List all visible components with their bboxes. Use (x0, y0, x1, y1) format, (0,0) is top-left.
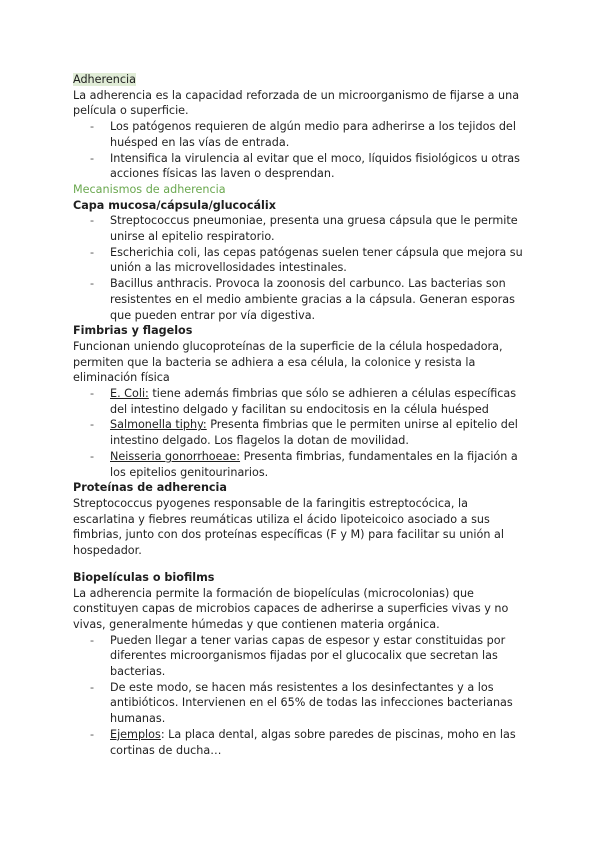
list-item: - Pueden llegar a tener varias capas de espesor y estar constituidas por diferentes microorganismos fijadas por el glucocalix que secretan las bacterias. (110, 633, 533, 680)
organism-name: Salmonella tiphy: (110, 418, 207, 432)
list-item (110, 386, 533, 417)
example-text: : La placa dental, algas sobre paredes de piscinas, moho en las cortinas de ducha… (110, 727, 516, 757)
organism-description: Presenta fimbrias, fundamentales en la fijación a los epitelios genitourinarios. (110, 449, 518, 479)
organism-description: Presenta fimbrias que le permiten unirse al epitelio del intestino delgado. Los flagelos la dotan de movilidad. (110, 418, 518, 448)
highlighted-title: Adherencia (73, 73, 136, 86)
proteinas-text: Streptococcus pyogenes responsable de la faringitis estreptocócica, la escarlatina y fiebres reumáticas utiliza el ácido lipoteicoico asociado a sus fimbrias, junto con dos proteínas específicas (F y M) para facilitar su unión al hospedador. (73, 496, 504, 558)
organism-name: E. Coli: (110, 387, 149, 401)
adherencia-intro: La adherencia es la capacidad reforzada de un microorganismo de fijarse a una película o superficie. (73, 88, 520, 118)
list-item: - Escherichia coli, las cepas patógenas suelen tener cápsula que mejora su unión a las microvellosidades intestinales. (110, 245, 533, 276)
list-item: - Bacillus anthracis. Provoca la zoonosis del carbunco. Las bacterias son resistentes en el medio ambiente gracias a la cápsula. Generan esporas que pueden entrar por vía digestiva. (110, 276, 533, 323)
biopeliculas-text: La adherencia permite la formación de biopelículas (microcolonias) que constituyen capas de microbios capaces de adherirse a superficies vivas y no vivas, generalmente húmedas y que contienen materia orgánica. (73, 586, 509, 631)
adherencia-list (73, 119, 533, 182)
fimbrias-list (73, 386, 533, 480)
example-label: Ejemplos (110, 727, 161, 741)
section-title-adherencia (73, 72, 533, 88)
list-item: - Intensifica la virulencia al evitar que el moco, líquidos fisiológicos u otras acciones físicas las laven o desprendan. (110, 151, 533, 182)
list-item (110, 727, 533, 758)
document-body (73, 72, 533, 758)
heading-proteinas: Proteínas de adherencia (73, 481, 227, 495)
heading-biopeliculas: Biopelículas o biofilms (73, 570, 215, 584)
list-item: - De este modo, se hacen más resistentes a los desinfectantes y a los antibióticos. Intervienen en el 65% de todas las infecciones bacterianas humanas. (110, 680, 533, 727)
list-item: - Streptococcus pneumoniae, presenta una gruesa cápsula que le permite unirse al epitelio respiratorio. (110, 213, 533, 244)
capsula-list (73, 213, 533, 323)
heading-fimbrias: Fimbrias y flagelos (73, 324, 193, 338)
organism-description: tiene además fimbrias que sólo se adhieren a células específicas del intestino delgado y facilitan su endocitosis en la célula huésped (110, 387, 517, 416)
list-item (110, 417, 533, 448)
list-item (110, 449, 533, 480)
fimbrias-text: Funcionan uniendo glucoproteínas de la superficie de la célula hospedadora, permiten que la bacteria se adhiera a esa célula, la colonice y resista la eliminación física (73, 339, 503, 385)
heading-capsula: Capa mucosa/cápsula/glucocálix (73, 198, 276, 212)
biopeliculas-list (73, 633, 533, 759)
section-title-mecanismos: Mecanismos de adherencia (73, 182, 226, 196)
list-item: - Los patógenos requieren de algún medio para adherirse a los tejidos del huésped en las vías de entrada. (110, 119, 533, 150)
organism-name: Neisseria gonorrhoeae: (110, 449, 241, 463)
